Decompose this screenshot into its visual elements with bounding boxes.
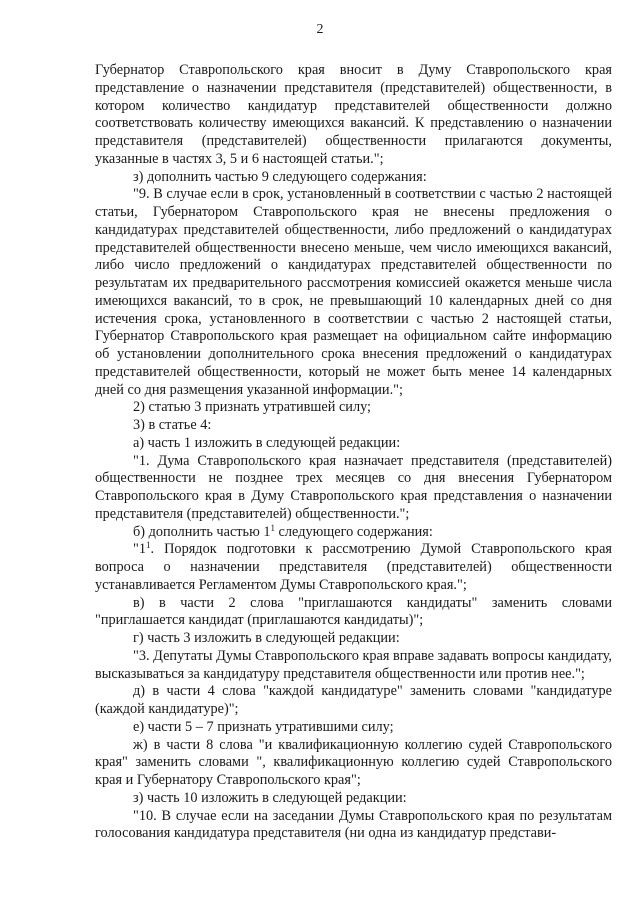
paragraph: г) часть 3 изложить в следующей редакции: xyxy=(133,630,400,646)
paragraph: з) часть 10 изложить в следующей редакции: xyxy=(133,789,407,806)
paragraph: 3) в статье 4: xyxy=(133,417,212,433)
document-body xyxy=(95,62,612,843)
superscript: 1 xyxy=(146,540,151,551)
paragraph: ж) в части 8 слова "и квалификационную коллегию судей Ставропольского края" заменить словами ", квалификационную коллегию судей Ставропольского края и Губернатору Ставропольского края"; xyxy=(95,736,612,788)
page-number: 2 xyxy=(316,22,324,37)
paragraph: "1. Дума Ставропольского края назначает представителя (представителей) общественности не позднее трех месяцев со дня внесения Губернатором Ставропольского края в Думу Ставропольского края представления о назначении представителя (представителей) общественности."; xyxy=(95,452,612,522)
paragraph-text: "1 xyxy=(133,541,146,558)
paragraph-text: . Порядок подготовки к рассмотрению Думой Ставропольского края вопроса о назначении представителя (представителей) общественности устанавливается Регламентом Думы Ставропольского края."; xyxy=(95,541,612,593)
paragraph: "9. В случае если в срок, установленный в соответствии с частью 2 настоящей статьи, Губернатором Ставропольского края не внесены предложения о кандидатурах представителей общественности, либо предложений о кандидатурах представителей общественности внесено меньше, чем число имеющихся вакансий, либо число предложений о кандидатурах представителей общественности по результатам их предварительного рассмотрения комиссией окажется меньше числа имеющихся вакансий, то в срок, не превышающий 10 календарных дней со дня истечения срока, установленного в соответствии с частью 2 настоящей статьи, Губернатор Ставропольского края размещает на официальном сайте информацию об установлении дополнительного срока внесения предложений о кандидатурах представителей общественности, который не может быть менее 14 календарных дней со дня размещения указанной информации."; xyxy=(95,186,612,398)
paragraph xyxy=(95,524,612,542)
paragraph-text: б) дополнить частью 1 xyxy=(133,523,271,540)
superscript: 1 xyxy=(270,522,275,533)
paragraph: в) в части 2 слова "приглашаются кандидаты" заменить словами "приглашается кандидат (приглашаются кандидаты)"; xyxy=(95,594,612,629)
paragraph: "10. В случае если на заседании Думы Ставропольского края по результатам голосования кандидатура представителя (ни одна из кандидатур представи- xyxy=(95,807,612,842)
paragraph-text: следующего содержания: xyxy=(274,523,433,540)
paragraph: з) дополнить частью 9 следующего содержания: xyxy=(133,168,427,185)
paragraph: д) в части 4 слова "каждой кандидатуре" заменить словами "кандидатуре (каждой кандидатуре)"; xyxy=(95,683,612,717)
paragraph: а) часть 1 изложить в следующей редакции: xyxy=(133,434,401,451)
paragraph xyxy=(95,541,612,594)
paragraph: "3. Депутаты Думы Ставропольского края вправе задавать вопросы кандидату, высказываться за кандидатуру представителя общественности или против нее."; xyxy=(95,647,612,682)
paragraph: е) части 5 – 7 признать утратившими силу; xyxy=(133,718,394,735)
paragraph: Губернатор Ставропольского края вносит в Думу Ставропольского края представление о назначении представителя (представителей) общественности, в котором количество кандидатур представителей общественности должно соответствовать количеству имеющихся вакансий. К представлению о назначении представителя (представителей) общественности прилагаются документы, указанные в частях 3, 5 и 6 настоящей статьи."; xyxy=(95,62,612,167)
paragraph: 2) статью 3 признать утратившей силу; xyxy=(133,399,372,416)
